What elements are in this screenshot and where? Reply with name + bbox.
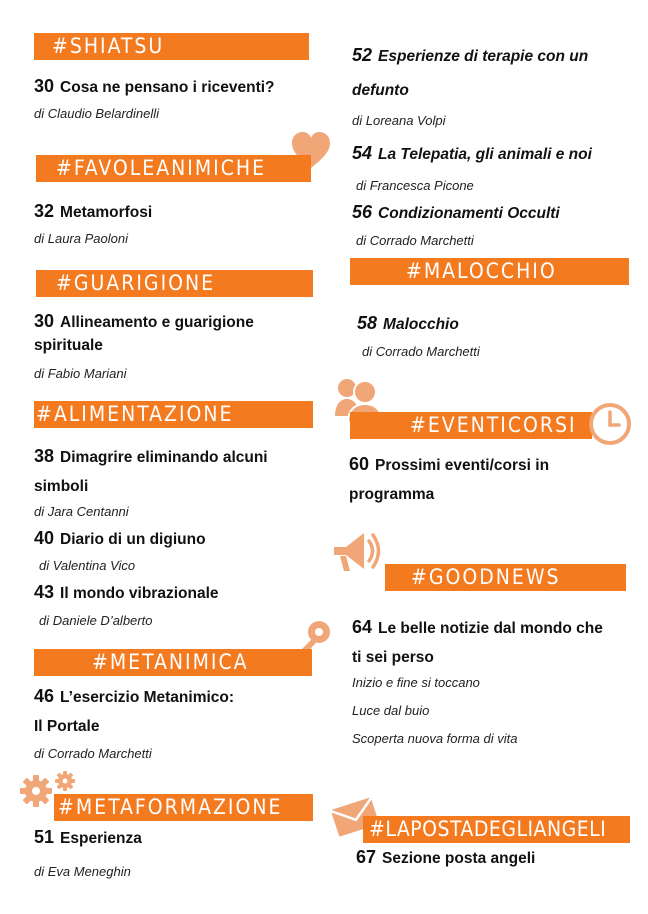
page-number: 32 [34, 201, 55, 221]
article-title-text: Condizionamenti Occulti [378, 205, 560, 222]
page-number: 30 [34, 76, 55, 96]
page-number: 56 [352, 202, 373, 222]
article-title-text: ti sei perso [352, 649, 434, 666]
page-number: 38 [34, 446, 55, 466]
article-author: di Loreana Volpi [352, 113, 446, 128]
section-banner-favoleanimiche: #FAVOLEANIMICHE [36, 155, 311, 182]
article-author: di Daniele D’alberto [39, 613, 153, 628]
article-title-text: Diario di un digiuno [60, 531, 206, 548]
article-title-text: programma [349, 486, 435, 503]
article-title-text: Il Portale [34, 718, 100, 735]
section-banner-metanimica: #METANIMICA [34, 649, 312, 676]
page-number: 52 [352, 45, 373, 65]
article-title-text: Cosa ne pensano i riceventi? [60, 79, 275, 96]
section-banner-alimentazione: #ALIMENTAZIONE [34, 401, 313, 428]
article-title-text: Malocchio [383, 316, 459, 333]
sub-article[interactable]: Inizio e fine si toccano [352, 675, 480, 690]
article-title[interactable] [352, 38, 588, 108]
article-author: di Claudio Belardinelli [34, 106, 160, 121]
section-banner-eventicorsi: #EVENTICORSI [350, 412, 592, 439]
page-number: 64 [352, 617, 373, 637]
article-title[interactable] [34, 72, 275, 102]
article-author: di Laura Paoloni [34, 231, 128, 246]
article-title[interactable] [357, 309, 459, 339]
article-title[interactable] [34, 682, 234, 741]
article-title[interactable] [349, 450, 549, 509]
article-title-text: Metamorfosi [60, 204, 153, 221]
article-author: di Jara Centanni [34, 504, 129, 519]
article-title-text: Le belle notizie dal mondo che [378, 620, 603, 637]
article-title[interactable] [352, 613, 603, 672]
article-title-text: La Telepatia, gli animali e noi [378, 146, 592, 163]
page-number: 30 [34, 311, 55, 331]
article-author: di Francesca Picone [356, 178, 474, 193]
clock-icon [588, 402, 632, 446]
section-banner-lapostadegliangeli: #LAPOSTADEGLIANGELI [363, 816, 630, 843]
section-banner-malocchio: #MALOCCHIO [350, 258, 629, 285]
article-author: di Corrado Marchetti [356, 233, 474, 248]
page-number: 43 [34, 582, 55, 602]
article-author: di Corrado Marchetti [362, 344, 480, 359]
page-number: 54 [352, 143, 373, 163]
page-number: 40 [34, 528, 55, 548]
article-title-text: L’esercizio Metanimico: [60, 689, 235, 706]
article-title[interactable] [34, 823, 142, 853]
article-title-text: Sezione posta angeli [382, 850, 536, 867]
article-title[interactable] [34, 524, 206, 554]
sub-article[interactable]: Luce dal buio [352, 703, 430, 718]
article-title-text: Il mondo vibrazionale [60, 585, 219, 602]
article-title-text: Esperienza [60, 830, 142, 847]
article-title[interactable] [34, 310, 254, 357]
article-title-text: simboli [34, 478, 89, 495]
section-banner-shiatsu: #SHIATSU [34, 33, 309, 60]
article-author: di Fabio Mariani [34, 366, 127, 381]
page-number: 67 [356, 847, 377, 867]
page-number: 46 [34, 686, 55, 706]
article-title[interactable] [352, 139, 592, 169]
page-number: 51 [34, 827, 55, 847]
sub-article[interactable]: Scoperta nuova forma di vita [352, 731, 518, 746]
article-title-text: spirituale [34, 337, 103, 354]
page-number: 58 [357, 313, 378, 333]
article-title[interactable] [356, 843, 535, 873]
article-author: di Corrado Marchetti [34, 746, 152, 761]
article-title-text: Prossimi eventi/corsi in [375, 457, 550, 474]
section-banner-goodnews: #GOODNEWS [385, 564, 626, 591]
article-title[interactable] [352, 198, 560, 228]
megaphone-icon [330, 525, 384, 577]
page-number: 60 [349, 454, 370, 474]
section-banner-guarigione: #GUARIGIONE [36, 270, 313, 297]
article-title[interactable] [34, 442, 268, 501]
article-title[interactable] [34, 197, 152, 227]
article-author: di Eva Meneghin [34, 864, 131, 879]
article-title-text: Allineamento e guarigione [60, 314, 254, 331]
article-title[interactable] [34, 578, 219, 608]
article-title-text: Esperienze di terapie con un [378, 48, 589, 65]
article-author: di Valentina Vico [39, 558, 136, 573]
article-title-text: defunto [352, 82, 409, 99]
article-title-text: Dimagrire eliminando alcuni [60, 449, 268, 466]
section-banner-metaformazione: #METAFORMAZIONE [54, 794, 313, 821]
